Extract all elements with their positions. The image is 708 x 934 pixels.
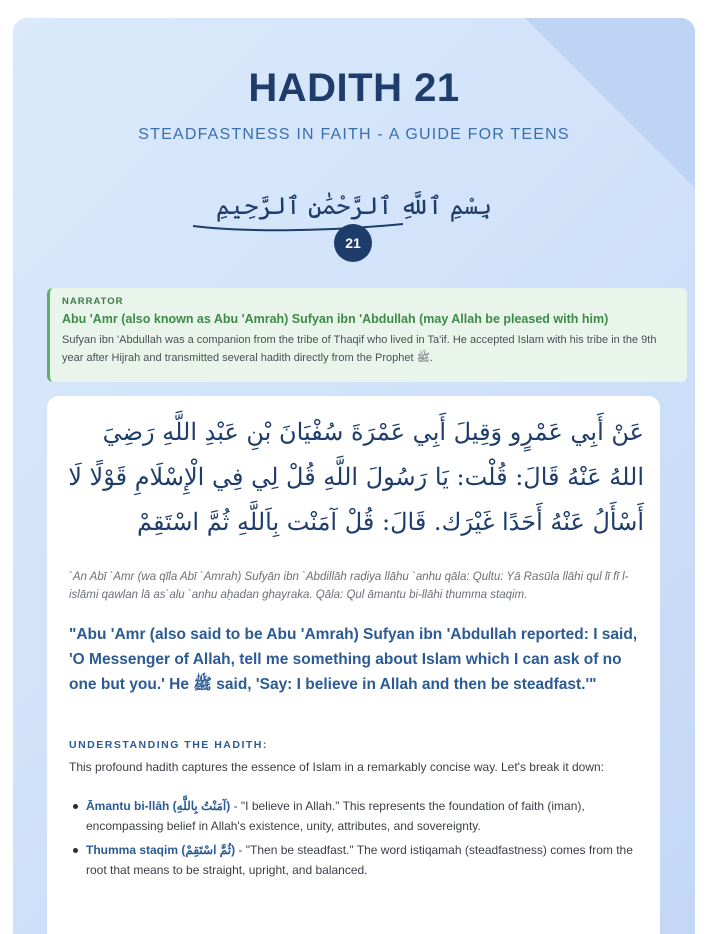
point-term: Āmantu bi-llāh (آمَنْتُ بِاللَّهِ)	[86, 799, 231, 813]
basmala-text: بِسْمِ ٱللَّهِ ٱلرَّحْمَٰنِ ٱلرَّحِيمِ	[215, 192, 493, 220]
narrator-box	[47, 288, 687, 382]
page-subtitle: STEADFASTNESS IN FAITH - A GUIDE FOR TEENS	[138, 126, 570, 143]
narrator-label: NARRATOR	[62, 296, 124, 307]
point-text: - "Then be steadfast." The word istiqamah (steadfastness) comes from the root that means to be straight, upright, and balanced.	[86, 843, 633, 877]
point-text: - "I believe in Allah." This represents the foundation of faith (iman), encompassing belief in Allah's existence, unity, attributes, and sovereignty.	[86, 799, 585, 833]
narrator-description: Sufyan ibn 'Abdullah was a companion from the tribe of Thaqif who lived in Ta'if. He accepted Islam with his tribe in the 9th year after Hijrah and transmitted several hadith directly from the Prophet ﷺ.	[62, 334, 657, 364]
english-translation: "Abu 'Amr (also said to be Abu 'Amrah) Sufyan ibn 'Abdullah reported: I said, 'O Messenger of Allah, tell me something about Islam which I can ask of no one but you.' He ﷺ said, 'Say: I believe in Allah and then be steadfast.'"	[69, 626, 638, 693]
point-term: Thumma staqim (ثُمَّ اسْتَقِمْ)	[86, 843, 236, 857]
understanding-intro: This profound hadith captures the essence of Islam in a remarkably concise way. Let's break it down:	[69, 760, 605, 774]
page-title: HADITH 21	[248, 66, 460, 110]
list-item	[69, 840, 644, 880]
explanation-list	[69, 796, 644, 884]
list-item	[69, 796, 644, 836]
narrator-name: Abu 'Amr (also known as Abu 'Amrah) Sufyan ibn 'Abdullah (may Allah be pleased with him)	[62, 312, 609, 326]
arabic-text: عَنْ أَبِي عَمْرٍو وَقِيلَ أَبِي عَمْرَةَ سُفْيَانَ بْنِ عَبْدِ اللَّهِ رَضِيَ اللهُ عَنْهُ قَالَ: قُلْت: يَا رَسُولَ اللَّهِ قُلْ لِي فِي الْإِسْلَامِ قَوْلًا لَا أَسْأَلُ عَنْهُ أَحَدًا غَيْرَك. قَالَ: قُلْ آمَنْت بِاَللَّهِ ثُمَّ اسْتَقِمْ	[68, 418, 644, 536]
hadith-number-badge: 21	[334, 224, 372, 262]
hadith-page	[13, 18, 695, 934]
bullet-icon	[73, 848, 78, 853]
transliteration: `An Abī `Amr (wa qīla Abī `Amrah) Sufyān ibn `Abdillāh raḍiya llāhu `anhu qāla: Qultu: Yā Rasūla llāhi qul lī fī l-islāmi qawlan lā as`alu `anhu aḥadan ghayraka. Qāla: Qul āmantu bi-llāhi thumma staqim.	[69, 571, 629, 601]
understanding-heading: UNDERSTANDING THE HADITH:	[69, 739, 268, 751]
bullet-icon	[73, 804, 78, 809]
hadith-card	[47, 396, 660, 934]
